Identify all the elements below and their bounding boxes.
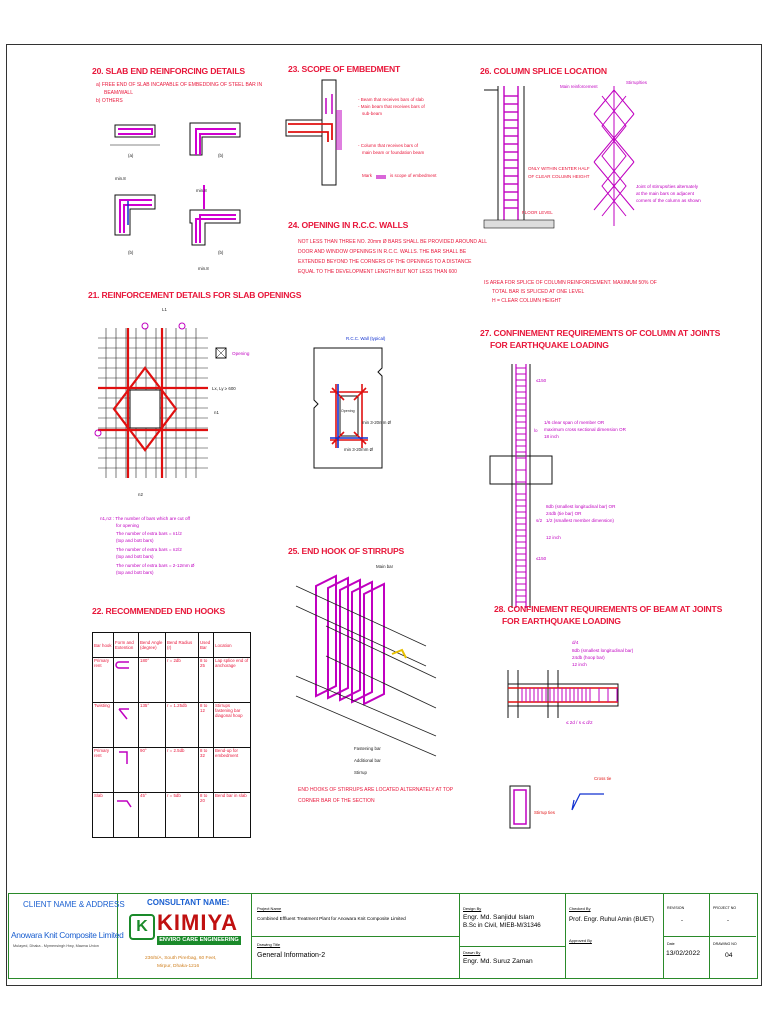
revision-label: REVISION <box>667 906 685 910</box>
s28-cross-tie: Cross tie <box>594 776 612 781</box>
logo-sub: ENVIRO CARE ENGINEERING <box>157 936 241 945</box>
s26-j3: corners of the column as shown <box>636 198 701 203</box>
s23-t1: - Beam that receives bars of slab <box>358 97 424 102</box>
s22-row2-name: Twisting <box>93 703 114 748</box>
s28-c: 24db (hoop bar) <box>572 655 605 660</box>
s27-s1: ≤150 <box>536 378 547 383</box>
s22-head-4: Bend Radius (r) <box>166 633 199 658</box>
s22-row3-angle: 90° <box>139 748 166 793</box>
s26-column-splice-drawing <box>484 86 644 236</box>
s28-length: ≤ 2d / s ≤ d/2 <box>566 720 593 725</box>
s20-dim3: min.8 <box>198 266 209 271</box>
revision-value: - <box>681 918 683 924</box>
s22-row3-name: Primary rent <box>93 748 114 793</box>
s26-c1: ONLY WITHIN CENTER HALF <box>528 166 590 171</box>
s22-row2-loc: Stirrups fastening bar diagonal hoop <box>214 703 251 748</box>
project-label: Project Name <box>257 906 282 911</box>
s23-embedment-drawing <box>286 80 356 190</box>
revision-cell <box>663 894 710 978</box>
s27-lo: lo <box>534 428 538 433</box>
s26-note2: TOTAL BAR IS SPLICED AT ONE LEVEL <box>492 289 585 295</box>
s27-c: 18 inch <box>544 434 559 439</box>
s25-additional-bar: Additional bar <box>354 758 381 763</box>
s25-stirrup: Stirrup <box>354 770 367 775</box>
s27-column-confinement-drawing <box>490 364 560 612</box>
s26-stirrup-ties: Stirrup/ties <box>626 80 647 85</box>
s21-note2: The number of extra bars = n1/2 <box>116 531 182 536</box>
s22-row1-radius: r = 2db <box>166 658 199 703</box>
date-label: Date <box>667 942 675 946</box>
s27-b: maximum cross sectional dimension OR <box>544 427 626 432</box>
s21-lx: Lx, Ly ≥ 600 <box>212 386 236 391</box>
s26-c2: OF CLEAR COLUMN HEIGHT <box>528 174 590 179</box>
s22-row1-angle: 180° <box>139 658 166 703</box>
s23-t3: sub-beam <box>362 111 383 116</box>
s28-stirrup-ties: Stirrup ties <box>534 810 555 815</box>
s20-title: 20. SLAB END REINFORCING DETAILS <box>92 66 245 76</box>
s22-head-2: Form and Extention <box>114 633 139 658</box>
s22-row2-form <box>114 703 139 748</box>
client-cell <box>9 894 125 978</box>
s25-main-bar: Main bar <box>376 564 394 569</box>
date-value: 13/02/2022 <box>666 950 701 957</box>
s27-f: 1/2 (smallest member dimension) <box>546 518 614 523</box>
s21-slab-opening-drawing <box>98 318 258 498</box>
drawing-title: General Information-2 <box>257 952 326 959</box>
consultant-label: CONSULTANT NAME: <box>147 898 230 907</box>
s24-p1: NOT LESS THAN THREE NO. 20mm Ø BARS SHALL BE PROVIDED AROUND ALL <box>298 239 488 245</box>
s24-opening-label: Opening <box>341 409 355 413</box>
s20-dim: min.8 <box>115 176 126 181</box>
drawing-title-label: Drawing Title <box>257 942 281 947</box>
s20-dim2: min.8 <box>196 188 207 193</box>
approved-label: Approved By <box>569 938 592 943</box>
s22-head-1: Bar hook <box>93 633 114 658</box>
s24-title: 24. OPENING IN R.C.C. WALLS <box>288 220 409 230</box>
s22-row1-name: Primary rent <box>93 658 114 703</box>
s25-stirrup-drawing <box>296 566 446 776</box>
checked-label: Checked By <box>569 906 591 911</box>
s22-row2-angle: 135° <box>139 703 166 748</box>
s27-g: 12 inch <box>546 535 561 540</box>
s28-beam-confinement-drawing <box>508 670 620 718</box>
s22-row4-angle: 45° <box>139 793 166 838</box>
s22-row3-loc: Bend-up for embedment <box>214 748 251 793</box>
s22-row2-used: 8 to 12 <box>199 703 214 748</box>
s24-p2: DOOR AND WINDOW OPENINGS IN R.C.C. WALLS. THE BAR SHALL BE <box>298 249 467 255</box>
s28-title2: FOR EARTHQUAKE LOADING <box>502 616 621 626</box>
s22-row2-radius: r = 1.25db <box>166 703 199 748</box>
s22-row3-used: 8 to 32 <box>199 748 214 793</box>
design-degree: B.Sc in Civil, MIEB-M/31346 <box>463 922 541 929</box>
project-no-label: PROJECT NO <box>713 906 737 910</box>
s25-note1: END HOOKS OF STIRRUPS ARE LOCATED ALTERNATELY AT TOP <box>298 787 454 793</box>
checked-cell <box>565 894 664 978</box>
s21-note1: n1,n2 : The number of bars which are cut off <box>100 516 190 521</box>
s28-a: d/4 <box>572 640 579 645</box>
title-block <box>8 893 758 979</box>
s27-title2: FOR EARTHQUAKE LOADING <box>490 340 609 350</box>
s23-mark2: is scope of embedment <box>390 173 437 178</box>
s28-title: 28. CONFINEMENT REQUIREMENTS OF BEAM AT JOINTS <box>494 604 723 614</box>
s26-title: 26. COLUMN SPLICE LOCATION <box>480 66 607 76</box>
s23-mark: Mark <box>362 173 372 178</box>
s26-main-reinforcement: Main reinforcement <box>560 84 598 89</box>
s21-n1: n1 <box>214 410 219 415</box>
client-name: Anowara Knit Composite Limited <box>11 930 124 940</box>
s26-note3: H = CLEAR COLUMN HEIGHT <box>492 298 562 304</box>
s22-end-hooks-table <box>92 632 251 838</box>
s24-wall-label: R.C.C. Wall (typical) <box>346 336 386 341</box>
s23-mark-swatch <box>376 175 386 179</box>
project-no-cell <box>709 894 756 978</box>
logo-name: KIMIYA <box>157 910 238 935</box>
client-address: Mulayed, Dhaka - Mymensingh Hwy, Mawna Union <box>13 944 99 948</box>
s21-note3b: (top and bott bars) <box>116 554 154 559</box>
s22-row1-form <box>114 658 139 703</box>
s28-b: 8db (smallest longitudinal bar) <box>572 648 634 653</box>
s20-label-b2: (b) <box>128 250 134 255</box>
drawn-label: Drawn By <box>463 950 481 955</box>
design-label: Design By <box>463 906 482 911</box>
s26-floor: FLOOR LEVEL <box>522 210 553 215</box>
s27-so: s/2 <box>536 518 543 523</box>
s24-p3: EXTENDED BEYOND THE CORNERS OF THE OPENINGS TO A DISTANCE <box>298 259 472 265</box>
s22-row4-form <box>114 793 139 838</box>
project-cell <box>251 894 460 978</box>
s27-s2: ≤150 <box>536 556 547 561</box>
s23-title: 23. SCOPE OF EMBEDMENT <box>288 64 401 74</box>
s24-p4: EQUAL TO THE DEVELOPMENT LENGTH BUT NOT LESS THAN 600 <box>298 269 457 275</box>
project-no-value: - <box>727 918 729 924</box>
s27-d: 8db (smallest longitudinal bar) OR <box>546 504 616 509</box>
consultant-cell <box>117 894 252 978</box>
s26-j1: Joint of stirrups/ties alternately <box>636 184 699 189</box>
client-label: CLIENT NAME & ADDRESS <box>23 900 125 909</box>
s22-row4-radius: r = 5db <box>166 793 199 838</box>
s25-note2: CORNER BAR OF THE SECTION <box>298 798 375 804</box>
drawn-name: Engr. Md. Suruz Zaman <box>463 958 533 965</box>
s20-line-a2: BEAM/WALL <box>104 90 133 96</box>
s22-head-3: Bend Angle (degree) <box>139 633 166 658</box>
s26-note1: IS AREA FOR SPLICE OF COLUMN REINFORCEMENT. MAXIMUM 50% OF <box>484 280 657 286</box>
consultant-address-1: 236/5/A, South Pirerbag, 60 Feet, <box>145 956 217 961</box>
s24-m1: min 3-20mm Ø <box>362 420 392 425</box>
s23-t5: main beam or foundation beam <box>362 150 425 155</box>
s27-a: 1/6 clear span of member OR <box>544 420 605 425</box>
s21-note4: The number of extra bars = 2-12mm Ø <box>116 563 195 568</box>
checked-name: Prof. Engr. Ruhul Amin (BUET) <box>569 916 654 923</box>
s22-row3-form <box>114 748 139 793</box>
s28-section-drawings <box>508 776 618 832</box>
s21-opening-label: Opening <box>232 351 250 356</box>
s20-label-a: (a) <box>128 153 134 158</box>
s21-note2b: (top and bott bars) <box>116 538 154 543</box>
kimiya-logo <box>129 910 241 954</box>
s22-head-6: Location <box>214 633 251 658</box>
s23-t4: - Column that receives bars of <box>358 143 419 148</box>
s22-row4-used: 8 to 20 <box>199 793 214 838</box>
s25-title: 25. END HOOK OF STIRRUPS <box>288 546 405 556</box>
s22-row1-loc: Lap splice end of anchorage <box>214 658 251 703</box>
s20-label-b3: (b) <box>218 250 224 255</box>
s24-m2: min 3-20mm Ø <box>344 447 374 452</box>
s21-note4b: (top and bott bars) <box>116 570 154 575</box>
s20-slab-end-drawings <box>100 115 270 265</box>
s20-label-b: (b) <box>218 153 224 158</box>
s28-d: 12 inch <box>572 662 587 667</box>
s20-line-b: b) OTHERS <box>96 98 123 104</box>
s26-j2: at the main bars on adjacent <box>636 191 694 196</box>
project-name: Combined Effluent Treatment Plant for Anowara Knit Composite Limited <box>257 916 406 921</box>
s27-title: 27. CONFINEMENT REQUIREMENTS OF COLUMN AT JOINTS <box>480 328 721 338</box>
s21-n2: n2 <box>138 492 143 497</box>
logo-k-mark: K <box>129 914 155 940</box>
s21-note1b: for opening <box>116 523 139 528</box>
design-cell <box>459 894 566 978</box>
s27-e: 24db (tie bar) OR <box>546 511 582 516</box>
s22-row4-loc: Bend bar in slab <box>214 793 251 838</box>
drawing-no-value: 04 <box>725 952 733 959</box>
s21-title: 21. REINFORCEMENT DETAILS FOR SLAB OPENINGS <box>88 290 302 300</box>
s21-note3: The number of extra bars = n2/2 <box>116 547 182 552</box>
s20-line-a: a) FREE END OF SLAB INCAPABLE OF EMBEDDING OF STEEL BAR IN <box>96 82 263 88</box>
s22-head-5: Used Bar <box>199 633 214 658</box>
s22-title: 22. RECOMMENDED END HOOKS <box>92 606 225 616</box>
s22-row4-name: Slab <box>93 793 114 838</box>
drawing-no-label: DRAWING NO <box>713 942 737 946</box>
s22-row3-radius: r = 2.5db <box>166 748 199 793</box>
s23-t2: - Main beam that receives bars of <box>358 104 425 109</box>
s25-fastening-bar: Fastening bar <box>354 746 381 751</box>
consultant-address-2: Mirpur, Dhaka-1216 <box>157 964 200 969</box>
design-name: Engr. Md. Sanjidul Islam <box>463 914 535 921</box>
s21-l1: L1 <box>162 307 167 312</box>
s22-row1-used: 8 to 25 <box>199 658 214 703</box>
